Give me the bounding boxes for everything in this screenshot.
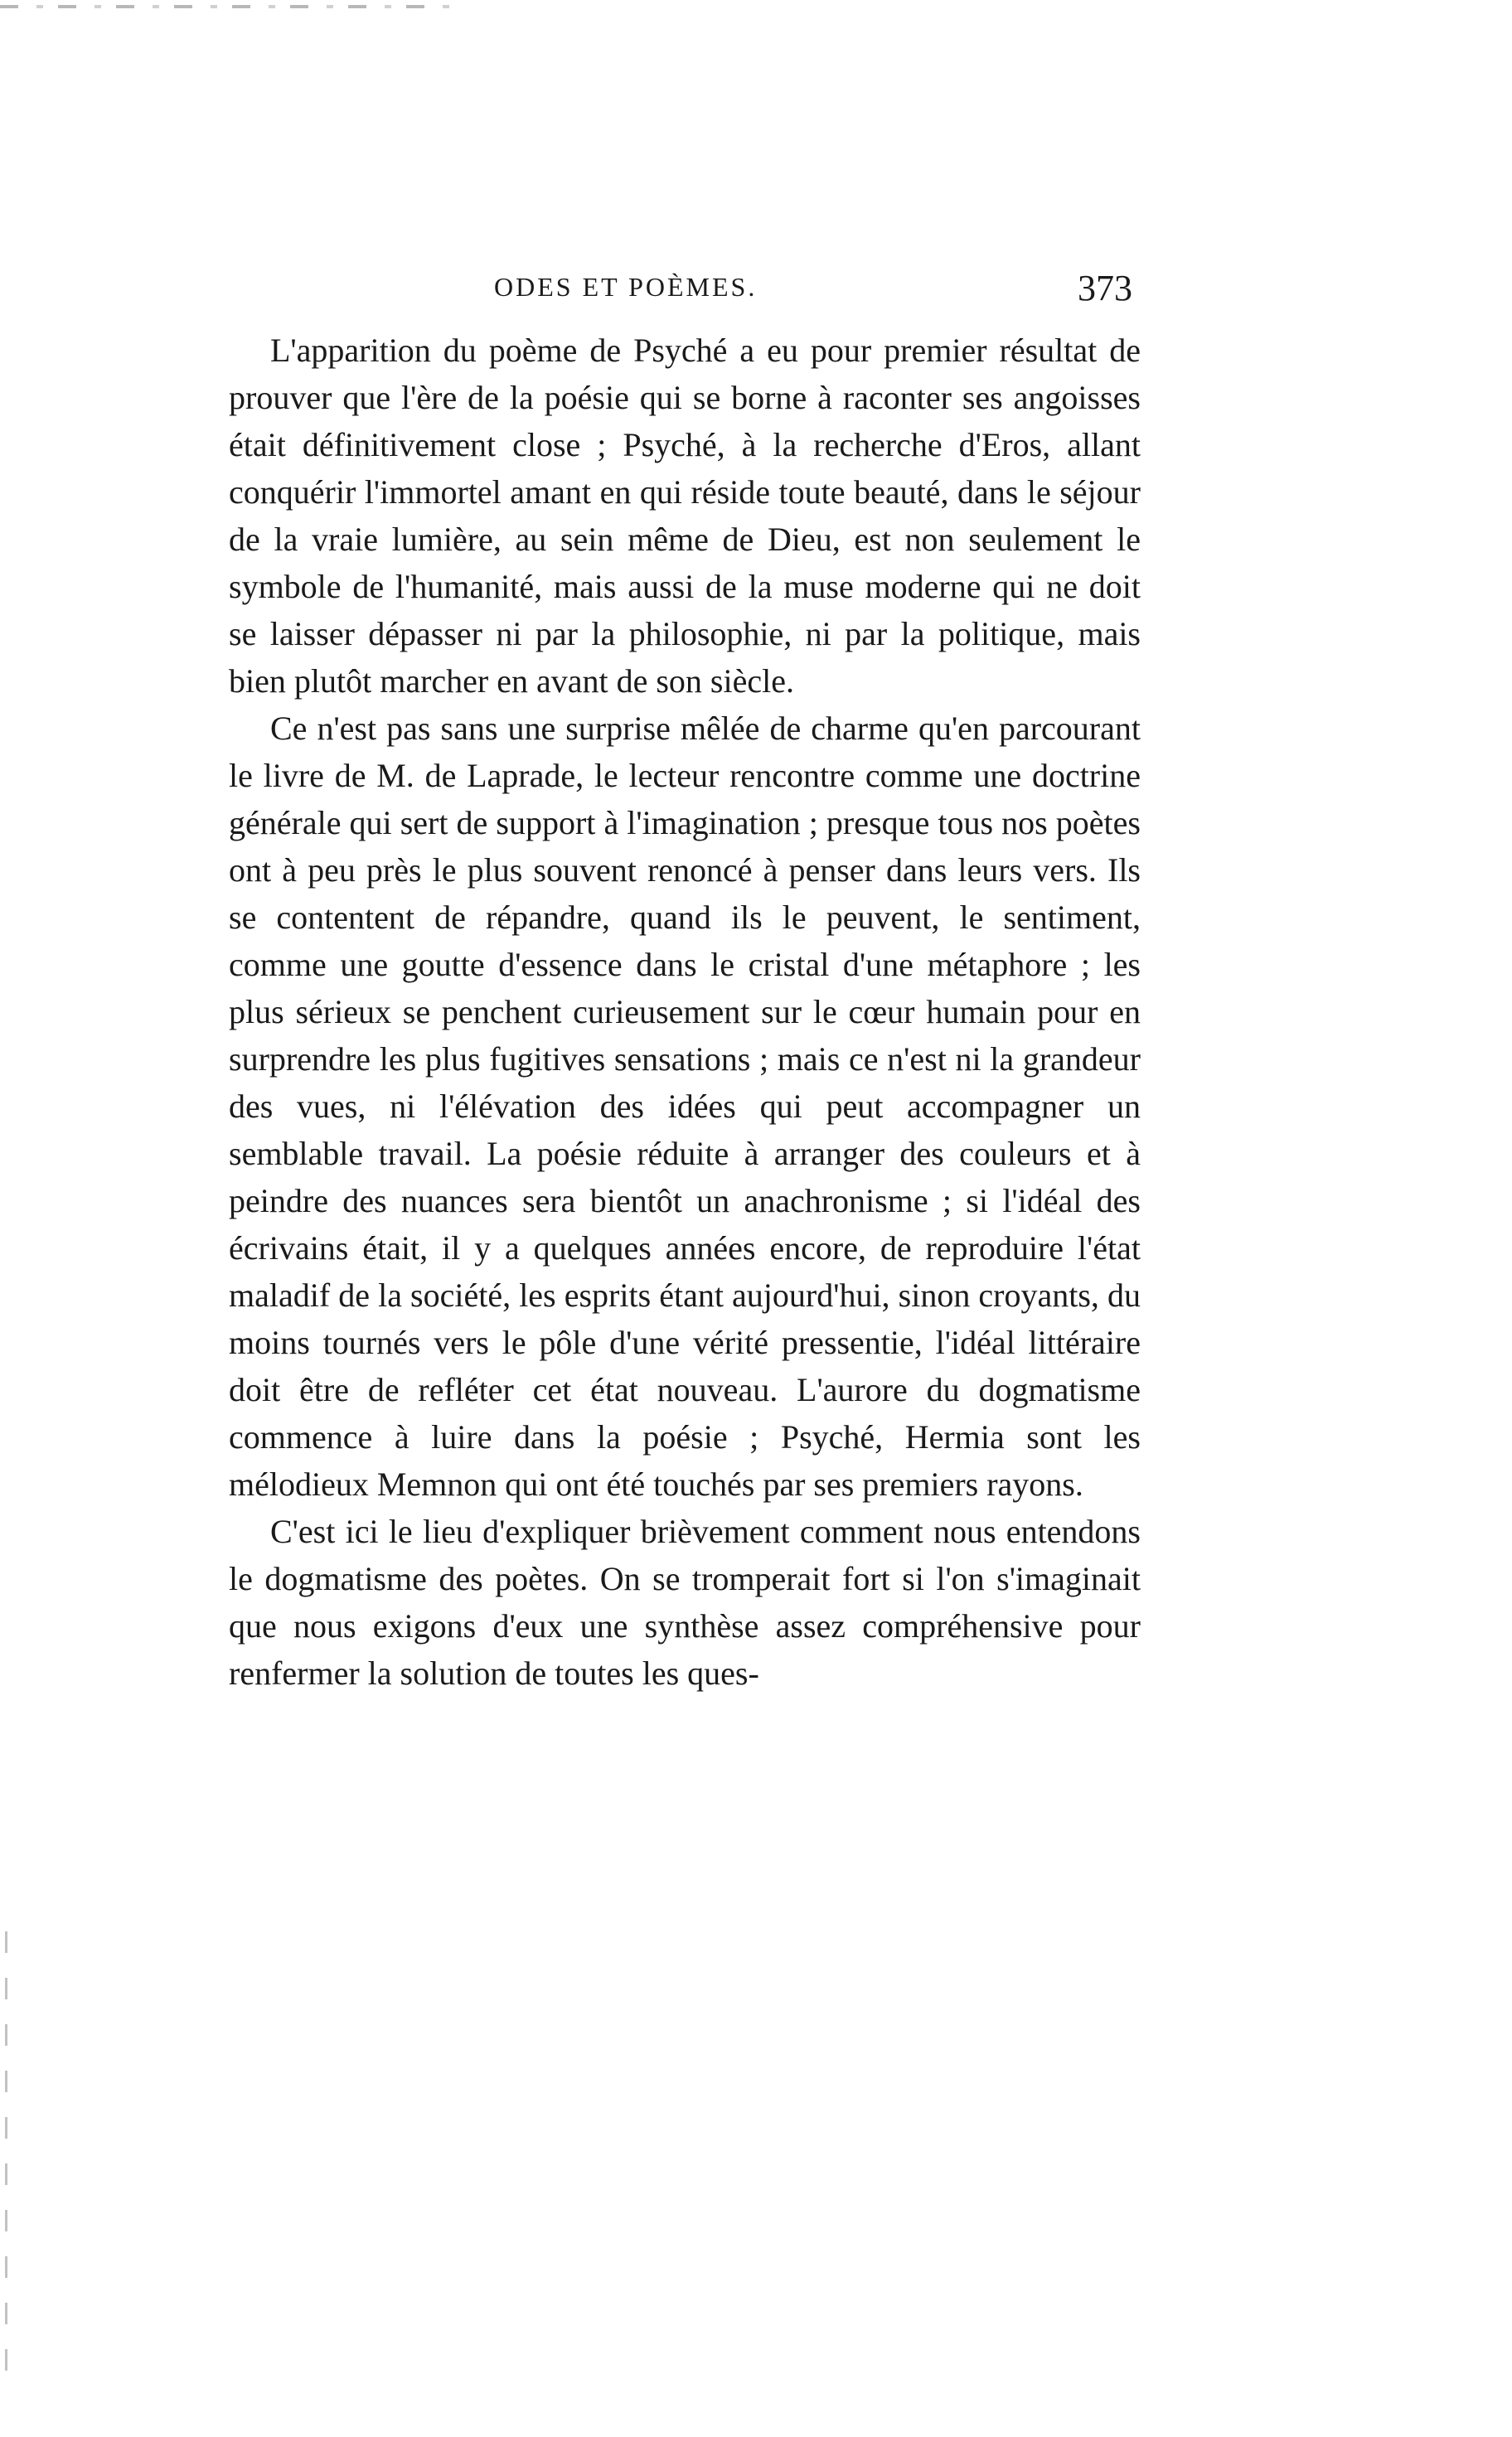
paragraph: C'est ici le lieu d'expliquer brièvement comment nous entendons le dogmatisme des poètes. On se tromperait fort si l'on s'imaginait que nous exigons d'eux une synthèse assez compréhensive pour renfermer la solution de toutes les ques- [229, 1513, 1141, 1692]
paragraph: L'apparition du poème de Psyché a eu pour premier résultat de prouver que l'ère de la poésie qui se borne à raconter ses angoisses était définitivement close ; Psyché, à la recherche d'Eros, allant conquérir l'immortel amant en qui réside toute beauté, dans le séjour de la vraie lumière, au sein même de Dieu, est non seulement le symbole de l'humanité, mais aussi de la muse moderne qui ne doit se laisser dépasser ni par la philosophie, ni par la politique, mais bien plutôt marcher en avant de son siècle. [229, 332, 1141, 700]
scan-edge-marks [0, 5, 464, 8]
book-page [229, 267, 1141, 1697]
scan-edge-marks-left [5, 1931, 7, 2396]
running-title: ODES ET POÈMES. [494, 272, 758, 302]
body-text [229, 327, 1141, 1697]
page-number: 373 [1078, 268, 1132, 308]
running-head [229, 267, 1141, 317]
paragraph: Ce n'est pas sans une surprise mêlée de charme qu'en parcourant le livre de M. de Laprade, le lecteur rencontre comme une doctrine générale qui sert de support à l'imagination ; presque tous nos poètes ont à peu près le plus souvent renoncé à penser dans leurs vers. Ils se contentent de répandre, quand ils le peuvent, le sentiment, comme une goutte d'essence dans le cristal d'une métaphore ; les plus sérieux se penchent curieusement sur le cœur humain pour en surprendre les plus fugitives sensations ; mais ce n'est ni la grandeur des vues, ni l'élévation des idées qui peut accompagner un semblable travail. La poésie réduite à arranger des couleurs et à peindre des nuances sera bientôt un anachronisme ; si l'idéal des écrivains était, il y a quelques années encore, de reproduire l'état maladif de la société, les esprits étant aujourd'hui, sinon croyants, du moins tournés vers le pôle d'une vérité pressentie, l'idéal littéraire doit être de refléter cet état nouveau. L'aurore du dogmatisme commence à luire dans la poésie ; Psyché, Hermia sont les mélodieux Memnon qui ont été touchés par ses premiers rayons. [229, 710, 1141, 1503]
